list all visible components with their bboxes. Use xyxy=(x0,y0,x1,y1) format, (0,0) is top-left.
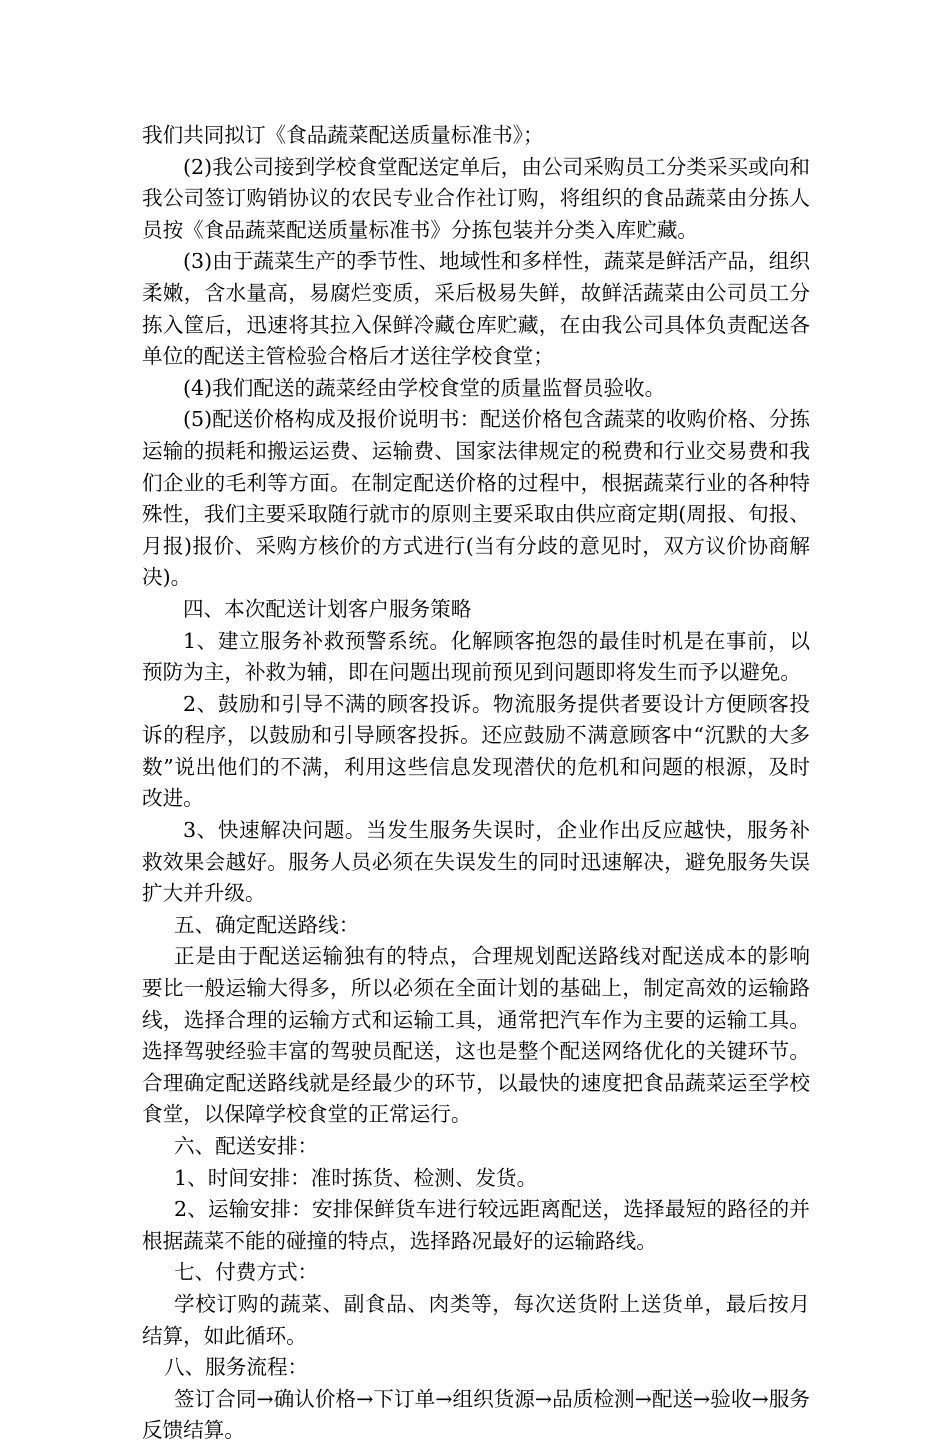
heading-customer-service-strategy: 四、本次配送计划客户服务策略 xyxy=(183,596,472,621)
heading-delivery-arrangement: 六、配送安排： xyxy=(174,1134,319,1158)
heading-delivery-route: 五、确定配送路线： xyxy=(174,912,360,937)
paragraph-item-4-inspection: (4)我们配送的蔬菜经由学校食堂的质量监督员验收。 xyxy=(183,375,666,400)
paragraph-payment-method: 学校订购的蔬菜、副食品、肉类等，每次送货附上送货单，最后按月结算，如此循环。 xyxy=(142,1291,810,1348)
paragraph-transport-arrangement: 2、运输安排：安排保鲜货车进行较远距离配送，选择最短的路径的并根据蔬菜不能的碰撞的特点，选择路况最好的运输路线。 xyxy=(142,1197,810,1253)
paragraph-strategy-1-warning-system: 1、建立服务补救预警系统。化解顾客抱怨的最佳时机是在事前，以预防为主，补救为辅，即在问题出现前预见到问题即将发生而予以避免。 xyxy=(142,628,810,685)
heading-service-process: 八、服务流程： xyxy=(164,1355,309,1380)
document-page xyxy=(142,120,810,1447)
paragraph-strategy-3-quick-resolution: 3、快速解决问题。当发生服务失误时，企业作出反应越快，服务补救效果会越好。服务人员必须在失误发生的同时迅速解决，避免服务失误扩大并升级。 xyxy=(142,818,810,906)
paragraph-item-2-purchasing: (2)我公司接到学校食堂配送定单后，由公司采购员工分类采买或向和我公司签订购销协议的农民专业合作社订购，将组织的食品蔬菜由分拣人员按《食品蔬菜配送质量标准书》分拣包装并分类入库贮藏。 xyxy=(142,154,810,242)
paragraph-strategy-2-complaints: 2、鼓励和引导不满的顾客投诉。物流服务提供者要设计方便顾客投诉的程序，以鼓励和引导顾客投拆。还应鼓励不满意顾客中“沉默的大多数”说出他们的不满，利用这些信息发现潜伏的危机和问题的根源，及时改进。 xyxy=(142,691,810,811)
paragraph-standard-book: 我们共同拟订《食品蔬菜配送质量标准书》； xyxy=(142,123,544,147)
paragraph-service-process: 签订合同→确认价格→下订单→组织货源→品质检测→配送→验收→服务反馈结算。 xyxy=(142,1386,810,1443)
paragraph-item-3-storage: (3)由于蔬菜生产的季节性、地域性和多样性，蔬菜是鲜活产品，组织柔嫩，含水量高，易腐烂变质，采后极易失鲜，故鲜活蔬菜由公司员工分拣入筐后，迅速将其拉入保鲜冷藏仓库贮藏，在由我公司具体负责配送各单位的配送主管检验合格后才送往学校食堂； xyxy=(142,249,810,369)
paragraph-item-5-pricing: (5)配送价格构成及报价说明书：配送价格包含蔬菜的收购价格、分拣运输的损耗和搬运运费、运输费、国家法律规定的税费和行业交易费和我们企业的毛利等方面。在制定配送价格的过程中，根据蔬菜行业的各种特殊性，我们主要采取随行就市的原则主要采取由供应商定期(周报、旬报、月报)报价、采购方核价的方式进行(当有分歧的意见时，双方议价协商解决)。 xyxy=(142,407,810,590)
paragraph-delivery-route: 正是由于配送运输独有的特点，合理规划配送路线对配送成本的影响要比一般运输大得多，所以必须在全面计划的基础上，制定高效的运输路线，选择合理的运输方式和运输工具，通常把汽车作为主要的运输工具。选择驾驶经验丰富的驾驶员配送，这也是整个配送网络优化的关键环节。合理确定配送路线就是经最少的环节，以最快的速度把食品蔬菜运至学校食堂，以保障学校食堂的正常运行。 xyxy=(142,944,810,1127)
heading-payment-method: 七、付费方式： xyxy=(174,1260,319,1285)
paragraph-time-arrangement: 1、时间安排：准时拣货、检测、发货。 xyxy=(174,1165,538,1190)
